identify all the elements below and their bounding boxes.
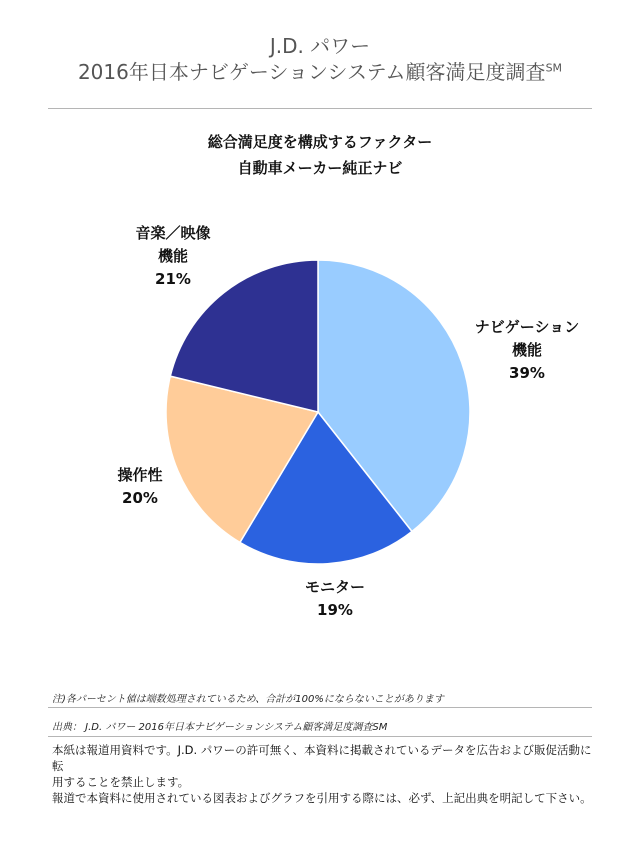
slice-value-navigation: 39% <box>509 364 545 382</box>
slice-label-music-video <box>118 222 228 291</box>
source-divider <box>48 736 592 737</box>
slice-label-navigation <box>462 316 592 385</box>
slice-label-navigation-line1: ナビゲーション <box>474 318 580 336</box>
slice-value-operability: 20% <box>122 489 158 507</box>
chart-title: 総合満足度を構成するファクター <box>207 133 433 151</box>
service-mark: SM <box>545 61 563 75</box>
slice-value-monitor: 19% <box>317 601 353 619</box>
study-title-text: 2016年日本ナビゲーションシステム顧客満足度調査 <box>77 60 546 84</box>
rounding-note: 注)各パーセント値は端数処理されているため、合計が100%にならないことがあります <box>52 694 444 705</box>
brand-name: J.D. パワー <box>269 34 371 58</box>
slice-label-monitor-line1: モニター <box>304 578 365 596</box>
slice-value-music-video: 21% <box>155 270 191 288</box>
note-divider <box>48 707 592 708</box>
press-disclaimer <box>52 742 592 806</box>
slice-label-monitor <box>270 576 400 622</box>
slice-label-music-video-line1: 音楽／映像 <box>135 224 211 242</box>
slice-label-music-video-line2: 機能 <box>157 247 188 265</box>
disclaimer-line-2: 用することを禁止します。 <box>52 775 190 789</box>
disclaimer-line-1: 本紙は報道用資料です。J.D. パワーの許可無く、本資料に掲載されているデータを広告および販促活動に転 <box>52 743 592 773</box>
slice-label-operability <box>100 464 180 510</box>
slice-label-operability-line1: 操作性 <box>117 466 163 484</box>
slice-label-navigation-line2: 機能 <box>511 341 542 359</box>
chart-subtitle: 自動車メーカー純正ナビ <box>237 159 403 177</box>
disclaimer-line-3: 報道で本資料に使用されている図表およびグラフを引用する際には、必ず、上記出典を明記して下さい。 <box>52 791 592 805</box>
source-note: 出典： J.D. パワー 2016年日本ナビゲーションシステム顧客満足度調査SM <box>52 722 388 733</box>
